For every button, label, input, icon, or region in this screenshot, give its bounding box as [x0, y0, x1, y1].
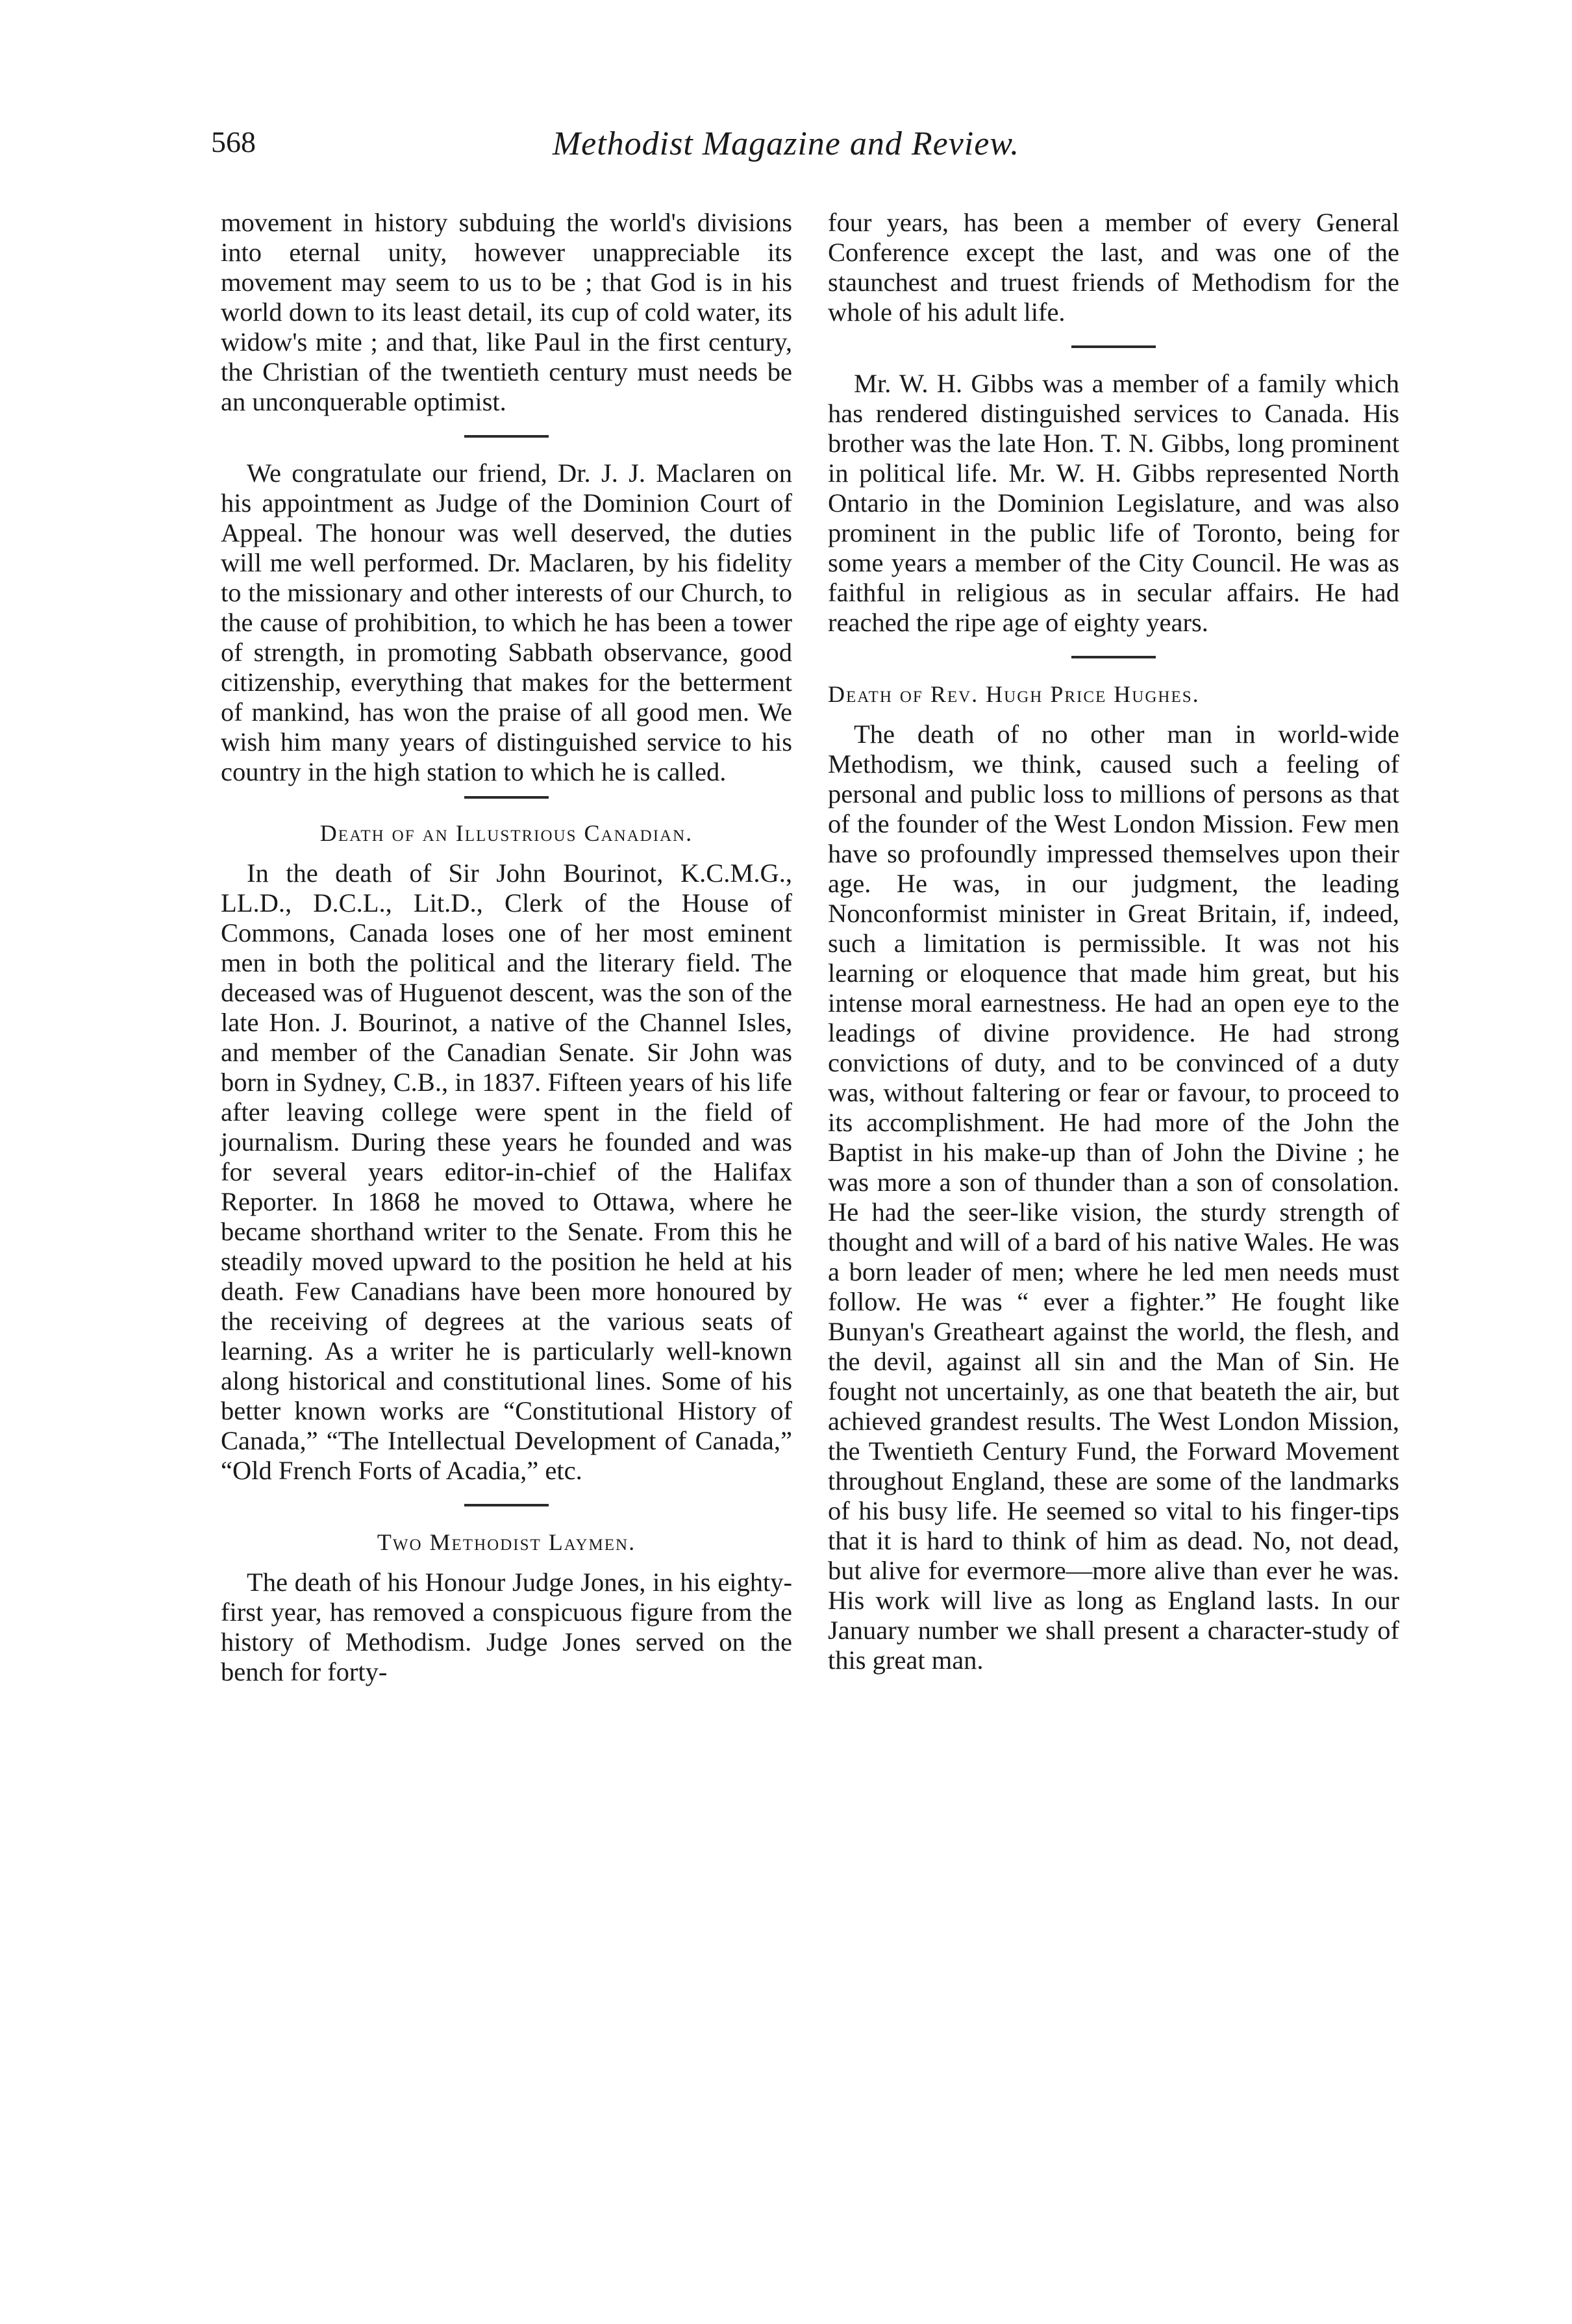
right-paragraph-3: The death of no other man in world-wide Methodism, we think, caused such a feeling of personal and public loss to millions of persons as that of the founder of the West London Mission. Few men have so profoundly impressed themselves upon their age. He was, in our judgment, the leading Nonconformist minister in Great Britain, if, indeed, such a limitation is permissible. It was not his learning or eloquence that made him great, but his intense moral earnestness. He had an open eye to the leadings of divine providence. He had strong convictions of duty, and to be convinced of a duty was, without faltering or fear or favour, to proceed to its accomplishment. He had more of the John the Baptist in his make-up than of John the Divine ; he was more a son of thunder than a son of consolation. He had the seer-like vision, the sturdy strength of thought and will of a bard of his native Wales. He was a born leader of men; where he led men needs must follow. He was “ ever a fighter.” He fought like Bunyan's Greatheart against the world, the flesh, and the devil, against all sin and the Man of Sin. He fought not uncertainly, as one that beateth the air, but achieved grandest results. The West London Mission, the Twentieth Century Fund, the Forward Movement throughout England, these are some of the landmarks of his busy life. He seemed so vital to his finger-tips that it is hard to think of him as dead. No, not dead, but alive for evermore—more alive than ever he was. His work will live as long as England lasts. In our January number we shall present a character-study of this great man. — [828, 719, 1399, 1675]
left-paragraph-4: The death of his Honour Judge Jones, in his eighty-first year, has removed a conspicuous figure from the history of Methodism. Judge Jones served on the bench for forty- — [221, 1568, 792, 1686]
left-column — [221, 208, 792, 1687]
left-paragraph-1: movement in history subduing the world's divisions into eternal unity, however unappreciable its movement may seem to us to be ; that God is in his world down to its least detail, its cup of cold water, its widow's mite ; and that, like Paul in the first century, the Christian of the twentieth century must needs be an unconquerable optimist. — [221, 208, 792, 416]
right-column — [828, 208, 1399, 1675]
section-divider — [1071, 345, 1156, 348]
page-number: 568 — [211, 125, 256, 158]
section-heading-hugh-price-hughes: Death of Rev. Hugh Price Hughes. — [828, 681, 1200, 707]
right-paragraph-1: four years, has been a member of every General Conference except the last, and was one of the staunchest and truest friends of Methodism for the whole of his adult life. — [828, 208, 1399, 327]
left-paragraph-3: In the death of Sir John Bourinot, K.C.M.G., LL.D., D.C.L., Lit.D., Clerk of the House of Commons, Canada loses one of her most eminent men in both the political and the literary field. The deceased was of Huguenot descent, was the son of the late Hon. J. Bourinot, a native of the Channel Isles, and member of the Canadian Senate. Sir John was born in Sydney, C.B., in 1837. Fifteen years of his life after leaving college were spent in the field of journalism. During these years he founded and was for several years editor-in-chief of the Halifax Reporter. In 1868 he moved to Ottawa, where he became shorthand writer to the Senate. From this he steadily moved upward to the position he held at his death. Few Canadians have been more honoured by the receiving of degrees at the various seats of learning. As a writer he is particularly well-known along historical and constitutional lines. Some of his better known works are “Constitutional History of Canada,” “The Intellectual Development of Canada,” “Old French Forts of Acadia,” etc. — [221, 858, 792, 1485]
right-paragraph-2: Mr. W. H. Gibbs was a member of a family which has rendered distinguished services to Canada. His brother was the late Hon. T. N. Gibbs, long prominent in political life. Mr. W. H. Gibbs represented North Ontario in the Dominion Legislature, and was also prominent in the public life of Toronto, being for some years a member of the City Council. He was as faithful in religious as in secular affairs. He had reached the ripe age of eighty years. — [828, 369, 1399, 637]
section-divider — [1071, 656, 1156, 658]
section-heading-methodist-laymen: Two Methodist Laymen. — [377, 1529, 636, 1555]
section-divider — [464, 435, 549, 438]
running-title: Methodist Magazine and Review. — [552, 125, 1020, 162]
section-divider — [464, 1504, 549, 1506]
left-paragraph-2: We congratulate our friend, Dr. J. J. Maclaren on his appointment as Judge of the Dominion Court of Appeal. The honour was well deserved, the duties will me well performed. Dr. Maclaren, by his fidelity to the missionary and other interests of our Church, to the cause of prohibition, to which he has been a tower of strength, in promoting Sabbath observance, good citizenship, everything that makes for the betterment of mankind, has won the praise of all good men. We wish him many years of distinguished service to his country in the high station to which he is called. — [221, 458, 792, 786]
section-divider — [464, 796, 549, 799]
section-heading-illustrious-canadian: Death of an Illustrious Canadian. — [319, 820, 693, 846]
